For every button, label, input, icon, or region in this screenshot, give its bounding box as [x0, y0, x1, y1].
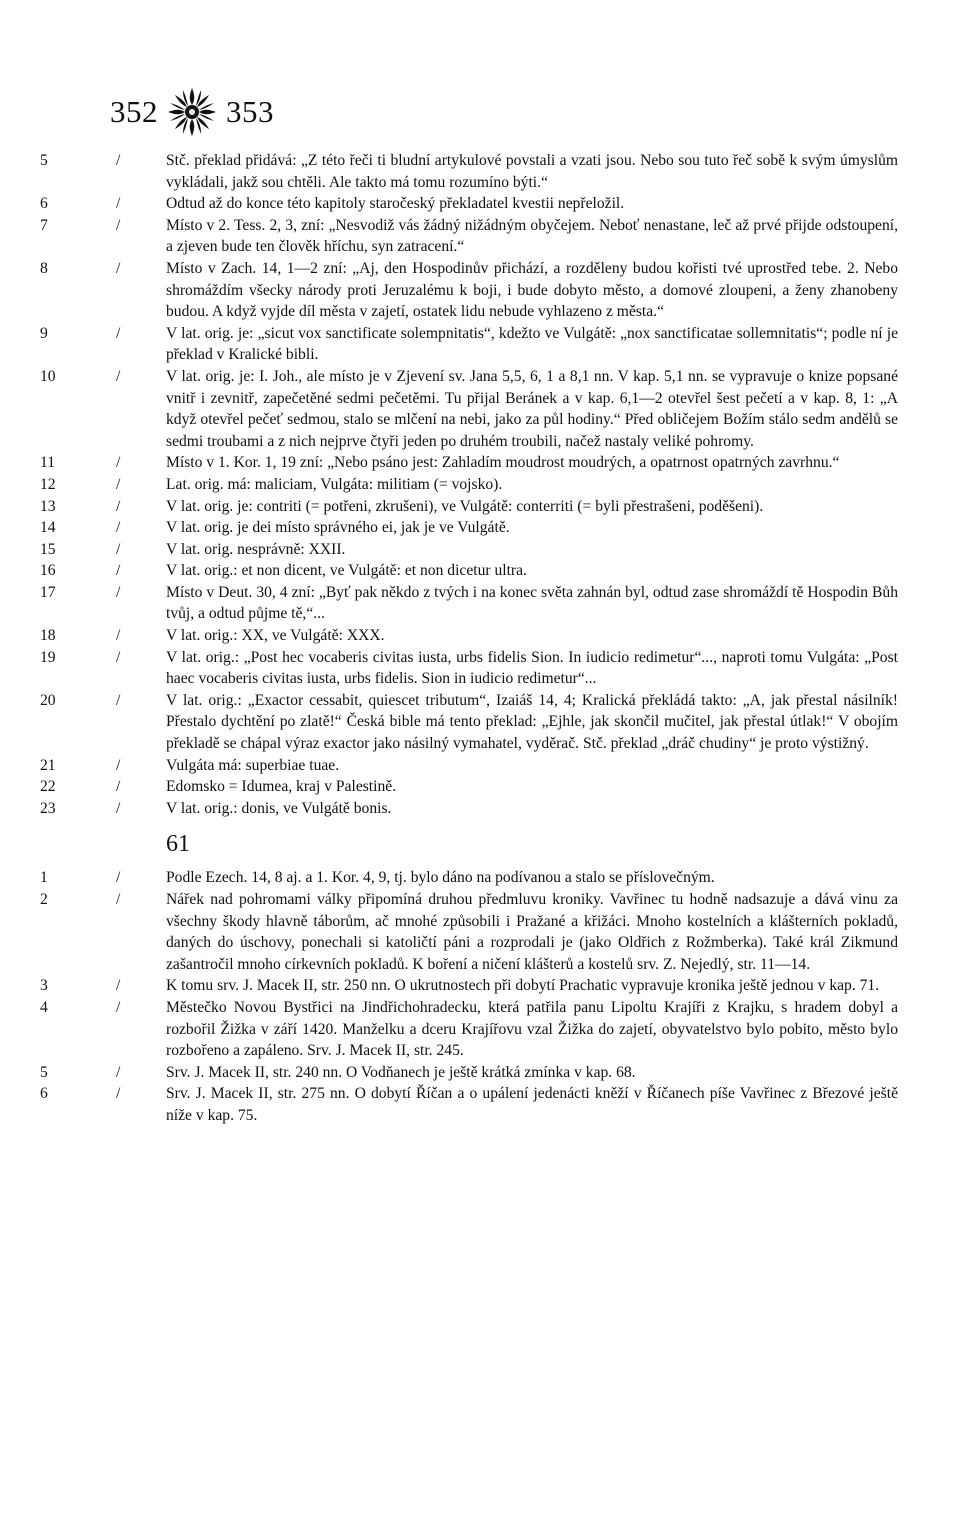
notes-section-61	[0, 867, 960, 1126]
note-separator: /	[116, 869, 121, 887]
note-entry	[0, 997, 960, 1062]
note-number: 6	[40, 1085, 48, 1103]
note-separator: /	[116, 778, 121, 796]
note-text: V lat. orig. nesprávně: XXII.	[166, 540, 346, 558]
note-entry	[0, 517, 960, 539]
note-entry	[0, 690, 960, 755]
note-entry	[0, 452, 960, 474]
note-entry	[0, 496, 960, 518]
note-number: 23	[40, 799, 56, 817]
note-separator: /	[116, 998, 121, 1016]
note-text: Místo v 2. Tess. 2, 3, zní: „Nesvodiž vás žádný nižádným obyčejem. Neboť nenastane, leč až prvé přijde odstoupení, a zjeven bude ten člověk hříchu, syn zatracení.“	[166, 216, 898, 256]
note-entry	[0, 755, 960, 777]
note-text: Edomsko = Idumea, kraj v Palestině.	[166, 778, 397, 796]
note-text: V lat. orig.: „Exactor cessabit, quiescet tributum“, Izaiáš 14, 4; Kralická překládá takto: „A, jak přestal násilník! Přestalo dychtění po zlatě!“ Česká bible má tento překlad: „Ejhle, jak skončil mučitel, jak přestal útlak!“ V obojím překladě se chápal výraz exactor jako násilný vymahatel, vyděrač. Stč. překlad „dráč chudiny“ je proto výstižný.	[166, 691, 898, 753]
note-text: V lat. orig. je: „sicut vox sanctificate solempnitatis“, kdežto ve Vulgátě: „nox sanctificatae sollemnitatis“; podle ní je překlad v Kralické bibli.	[166, 324, 898, 364]
note-number: 17	[40, 583, 56, 601]
note-entry	[0, 323, 960, 366]
note-text: Srv. J. Macek II, str. 275 nn. O dobytí Říčan a o upálení jedenácti kněží v Říčanech píše Vavřinec z Březové ještě níže v kap. 75.	[166, 1085, 898, 1124]
note-number: 5	[40, 152, 48, 169]
note-separator: /	[116, 627, 121, 645]
note-number: 8	[40, 259, 48, 277]
note-separator: /	[116, 497, 121, 515]
note-entry	[0, 258, 960, 323]
note-text: V lat. orig. je: contriti (= potřeni, zkrušeni), ve Vulgátě: conterriti (= byli přestrašeni, poděšeni).	[166, 497, 764, 515]
note-separator: /	[116, 562, 121, 580]
note-text: Místo v Deut. 30, 4 zní: „Byť pak někdo z tvých i na konec světa zahnán byl, odtud zase shromáždí tě Hospodin Bůh tvůj, a odtud půjme tě,“...	[166, 583, 898, 623]
note-text: V lat. orig. je dei místo správného ei, jak je ve Vulgátě.	[166, 519, 510, 537]
note-separator: /	[116, 195, 121, 213]
note-number: 1	[40, 869, 48, 887]
note-separator: /	[116, 367, 121, 385]
note-text: Nářek nad pohromami války připomíná druhou předmluvu kroniky. Vavřinec tu hodně nadsazuje a dává vinu za všechny škody hlavně táborům, ač mnohé způsobili i Pražané a křižáci. Mnoho kostelních a klášterních pokladů, daných do úschovy, ponechali si katoličtí páni a rozprodali je (jako Oldřich z Rožmberka). Také král Zikmund zašantročil mnoho církevních pokladů. K boření a ničení klášterů a kostelů srv. Z. Nejedlý, str. 11—14.	[166, 891, 898, 973]
note-entry	[0, 776, 960, 798]
note-number: 19	[40, 648, 56, 666]
notes-section-60	[0, 150, 960, 819]
note-number: 13	[40, 497, 56, 515]
note-entry	[0, 1083, 960, 1126]
note-number: 10	[40, 367, 56, 385]
note-number: 5	[40, 1063, 48, 1081]
note-number: 12	[40, 475, 56, 493]
note-number: 22	[40, 778, 56, 796]
note-number: 4	[40, 998, 48, 1016]
note-text: V lat. orig.: et non dicent, ve Vulgátě: et non dicetur ultra.	[166, 562, 527, 580]
note-entry	[0, 474, 960, 496]
note-number: 16	[40, 562, 56, 580]
note-entry	[0, 1062, 960, 1084]
note-separator: /	[116, 977, 121, 995]
note-entry	[0, 647, 960, 690]
note-number: 3	[40, 977, 48, 995]
note-text: V lat. orig. je: I. Joh., ale místo je v Zjevení sv. Jana 5,5, 6, 1 a 8,1 nn. V kap. 5,1 nn. se vypravuje o knize popsané vnitř i zevnitř, zapečetěné sedmi pečetěmi. Tu přijal Beránek a v kap. 6,1—2 otevřel šest pečetí a v kap. 8, 1: „A když otevřel pečeť sedmou, stalo se mlčení na nebi, jako za půl hodiny.“ Před obličejem Božím stálo sedm andělů se sedmi troubami a z nich nejprve čtyři jeden po druhém troubili, načež nastaly veliké pohromy.	[166, 367, 898, 450]
note-entry	[0, 193, 960, 215]
note-entry	[0, 215, 960, 258]
note-number: 6	[40, 195, 48, 213]
note-entry	[0, 625, 960, 647]
note-number: 9	[40, 324, 48, 342]
note-separator: /	[116, 1063, 121, 1081]
note-separator: /	[116, 1085, 121, 1103]
note-number: 14	[40, 519, 56, 537]
note-separator: /	[116, 259, 121, 277]
note-text: Místo v Zach. 14, 1—2 zní: „Aj, den Hospodinův přichází, a rozděleny budou kořisti tvé uprostřed tebe. 2. Nebo shromáždím všecky národy proti Jeruzalému k boji, i bude dobyto město, a domové zloupeni, a ženy zhanobeny budou. A když vyjde díl města v zajetí, ostatek lidu nebude vyhlazeno z města.“	[166, 259, 898, 321]
note-separator: /	[116, 216, 121, 234]
note-number: 18	[40, 627, 56, 645]
note-separator: /	[116, 324, 121, 342]
note-separator: /	[116, 475, 121, 493]
note-text: Místo v 1. Kor. 1, 19 zní: „Nebo psáno jest: Zahladím moudrost moudrých, a opatrnost opatrných zavrhnu.“	[166, 454, 840, 472]
note-entry	[0, 889, 960, 975]
note-separator: /	[116, 799, 121, 817]
note-text: Vulgáta má: superbiae tuae.	[166, 756, 340, 774]
note-number: 21	[40, 756, 56, 774]
note-separator: /	[116, 756, 121, 774]
note-text: Podle Ezech. 14, 8 aj. a 1. Kor. 4, 9, tj. bylo dáno na podívanou a stalo se příslovečným.	[166, 869, 715, 887]
note-text: Městečko Novou Bystřici na Jindřichohradecku, která patřila panu Lipoltu Krajíři z Krajku, s hradem dobyl a rozbořil Žižka v září 1420. Manželku a dceru Krajířovu vzal Žižka do zajetí, obyvatelstvo bylo pobito, město bylo rozbořeno a zapáleno. Srv. J. Macek II, str. 245.	[166, 998, 898, 1060]
note-entry	[0, 867, 960, 889]
note-text: V lat. orig.: XX, ve Vulgátě: XXX.	[166, 627, 385, 645]
note-text: Lat. orig. má: maliciam, Vulgáta: militiam (= vojsko).	[166, 475, 503, 493]
note-entry	[0, 798, 960, 820]
note-text: V lat. orig.: donis, ve Vulgátě bonis.	[166, 799, 392, 817]
notes-container	[0, 150, 960, 1127]
note-text: K tomu srv. J. Macek II, str. 250 nn. O ukrutnostech při dobytí Prachatic vypravuje kronika ještě jednou v kap. 71.	[166, 977, 880, 995]
note-separator: /	[116, 519, 121, 537]
note-entry	[0, 975, 960, 997]
note-number: 20	[40, 691, 56, 709]
note-separator: /	[116, 648, 121, 666]
note-entry	[0, 366, 960, 452]
note-separator: /	[116, 152, 121, 169]
page-header	[110, 86, 274, 138]
note-text: Srv. J. Macek II, str. 240 nn. O Vodňanech je ještě krátká zmínka v kap. 68.	[166, 1063, 636, 1081]
flower-ornament-icon	[164, 86, 220, 138]
note-entry	[0, 582, 960, 625]
note-separator: /	[116, 891, 121, 908]
note-entry	[0, 539, 960, 561]
note-number: 11	[40, 454, 56, 472]
note-separator: /	[116, 540, 121, 558]
note-number: 15	[40, 540, 56, 558]
note-text: Odtud až do konce této kapitoly staročeský překladatel kvestii nepřeložil.	[166, 195, 625, 213]
note-separator: /	[116, 583, 121, 601]
page-number-left: 352	[110, 94, 158, 129]
note-separator: /	[116, 691, 121, 709]
note-separator: /	[116, 454, 121, 472]
note-entry	[0, 150, 960, 193]
note-number: 2	[40, 891, 48, 908]
chapter-number-heading: 61	[166, 831, 190, 858]
note-number: 7	[40, 216, 48, 234]
note-text: V lat. orig.: „Post hec vocaberis civitas iusta, urbs fidelis Sion. In iudicio redimetur“..., naproti tomu Vulgáta: „Post haec vocaberis civitas iusta, urbs fidelis. Sion in iudicio redimetur“...	[166, 648, 898, 688]
note-text: Stč. překlad přidává: „Z této řeči ti bludní artykulové povstali a vzati jsou. Nebo sou tuto řeč sobě k svým úmyslům vykládali, jakž sou chtěli. Ale takto má tomu rozumíno býti.“	[166, 152, 898, 191]
note-entry	[0, 560, 960, 582]
page-number-right: 353	[226, 94, 274, 129]
